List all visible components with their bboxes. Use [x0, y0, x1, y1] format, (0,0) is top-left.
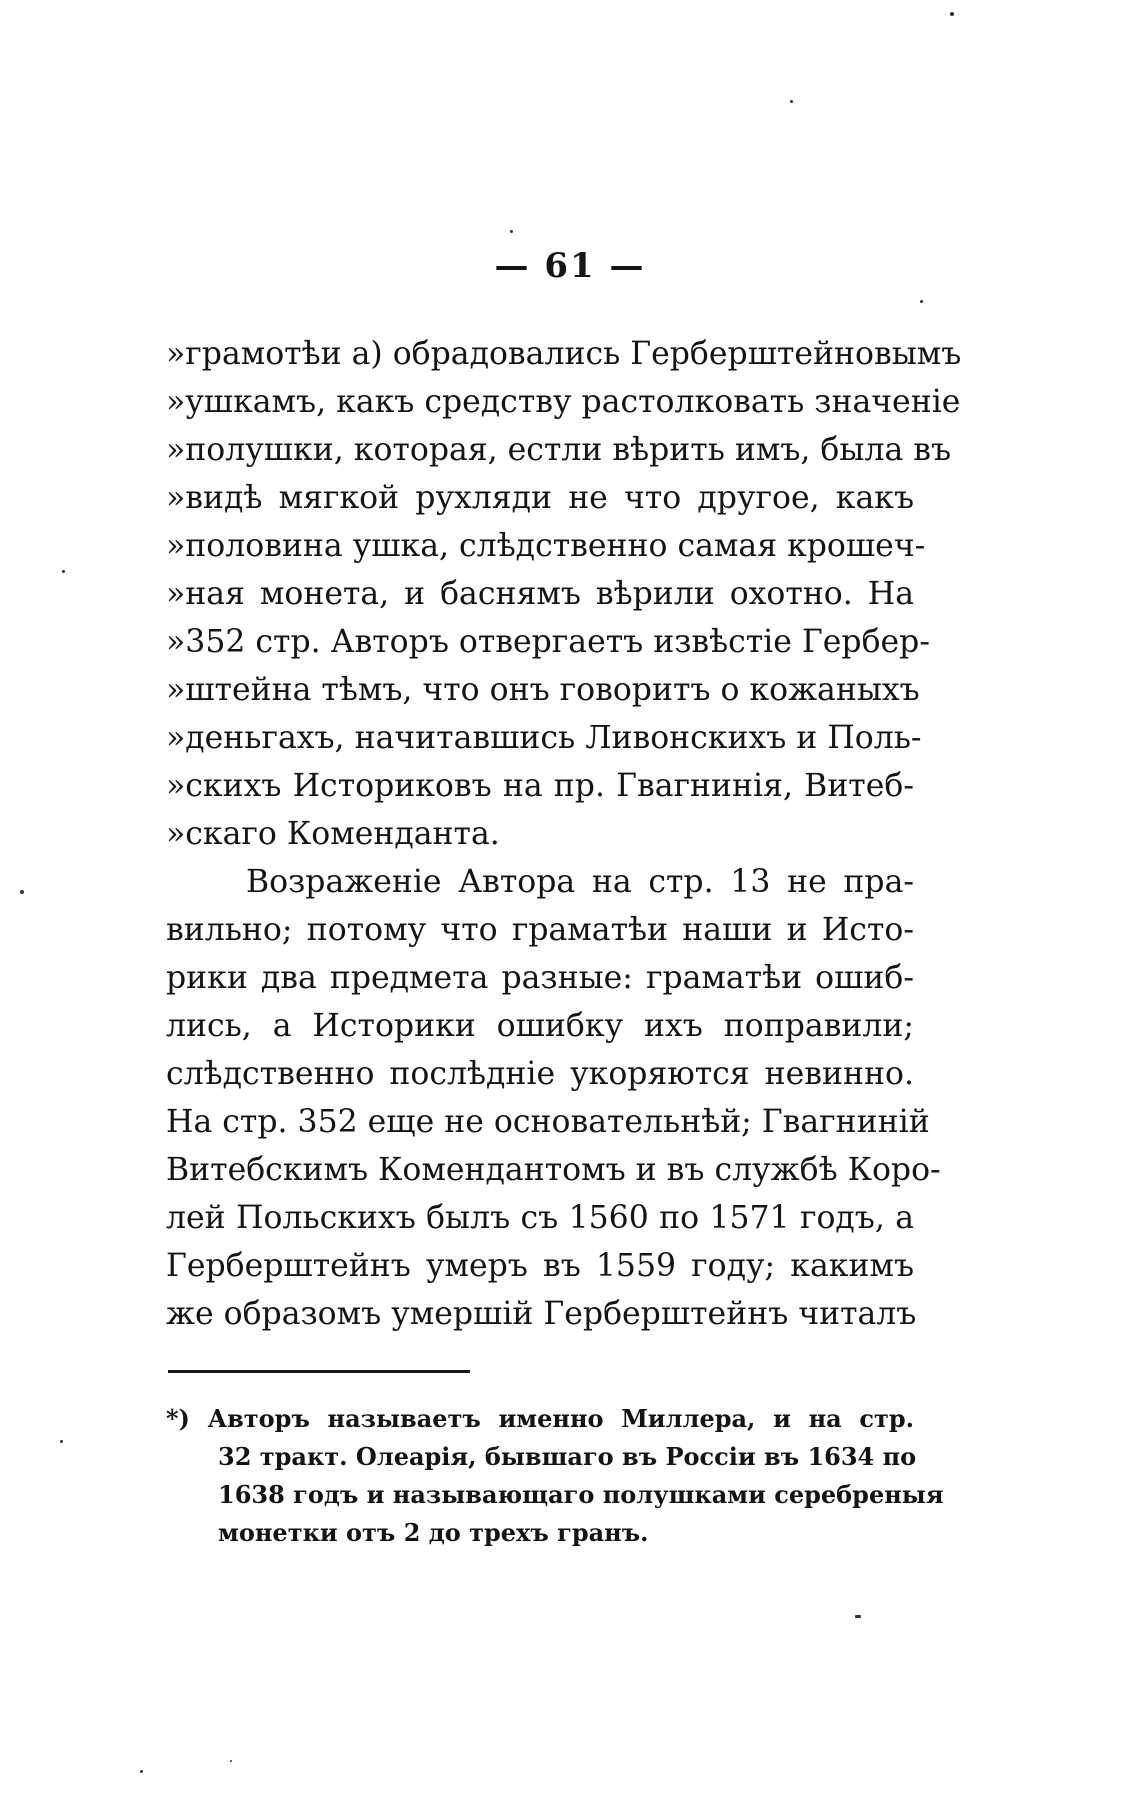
text-line: Герберштейнъ умеръ въ 1559 году; какимъ — [166, 1248, 914, 1284]
text-line: »грамотѣи а) обрадовались Герберштейновымъ — [166, 336, 962, 372]
footnote-line: монетки отъ 2 до трехъ гранъ. — [218, 1518, 649, 1547]
scan-speck — [790, 100, 793, 103]
footnote — [166, 1400, 944, 1552]
scan-speck — [855, 1615, 861, 1618]
text-line: »352 стр. Авторъ отвергаетъ извѣстіе Гербер- — [166, 624, 930, 660]
footnote-divider — [168, 1370, 470, 1373]
text-line: »ушкамъ, какъ средству растолковать значеніе — [166, 384, 961, 420]
text-line: На стр. 352 еще не основательнѣй; Гвагниній — [166, 1104, 930, 1140]
scan-speck — [950, 12, 954, 16]
paragraph-start-line: Возраженіе Автора на стр. 13 не пра- — [246, 864, 914, 900]
scan-speck — [140, 1770, 143, 1773]
text-line: »штейна тѣмъ, что онъ говоритъ о кожаныхъ — [166, 672, 920, 708]
text-line: рики два предмета разные: граматѣи ошиб- — [166, 960, 914, 996]
text-line: »видѣ мягкой рухляди не что другое, какъ — [166, 480, 914, 516]
footnote-line: 1638 годъ и называющаго полушками серебреныя — [218, 1480, 944, 1509]
text-line: »деньгахъ, начитавшись Ливонскихъ и Поль- — [166, 720, 922, 756]
text-line: лей Польскихъ былъ съ 1560 по 1571 годъ, а — [166, 1200, 914, 1236]
body-text — [166, 330, 962, 1338]
scan-speck — [62, 570, 65, 573]
text-line: слѣдственно послѣдніе укоряются невинно. — [166, 1056, 914, 1092]
text-line: »скихъ Историковъ на пр. Гвагнинія, Витеб- — [166, 768, 914, 804]
text-line: »половина ушка, слѣдственно самая крошеч- — [166, 528, 926, 564]
text-line: »скаго Коменданта. — [166, 816, 500, 852]
text-line: »ная монета, и баснямъ вѣрили охотно. На — [166, 576, 914, 612]
footnote-line: *) Авторъ называетъ именно Миллера, и на стр. — [166, 1404, 914, 1433]
footnote-line: 32 тракт. Олеарія, бывшаго въ Россіи въ 1634 по — [218, 1442, 917, 1471]
text-line: вильно; потому что граматѣи наши и Исто- — [166, 912, 914, 948]
text-line: лись, а Историки ошибку ихъ поправили; — [166, 1008, 914, 1044]
scan-speck — [920, 300, 923, 303]
text-line: же образомъ умершій Герберштейнъ читалъ — [166, 1296, 917, 1332]
scan-speck — [20, 890, 24, 894]
text-line: »полушки, которая, естли вѣрить имъ, была въ — [166, 432, 952, 468]
text-line: Витебскимъ Комендантомъ и въ службѣ Коро- — [166, 1152, 941, 1188]
scan-speck — [60, 1440, 63, 1443]
scan-speck — [230, 1760, 232, 1762]
page-number: — 61 — — [494, 246, 646, 286]
scan-speck — [510, 230, 513, 233]
